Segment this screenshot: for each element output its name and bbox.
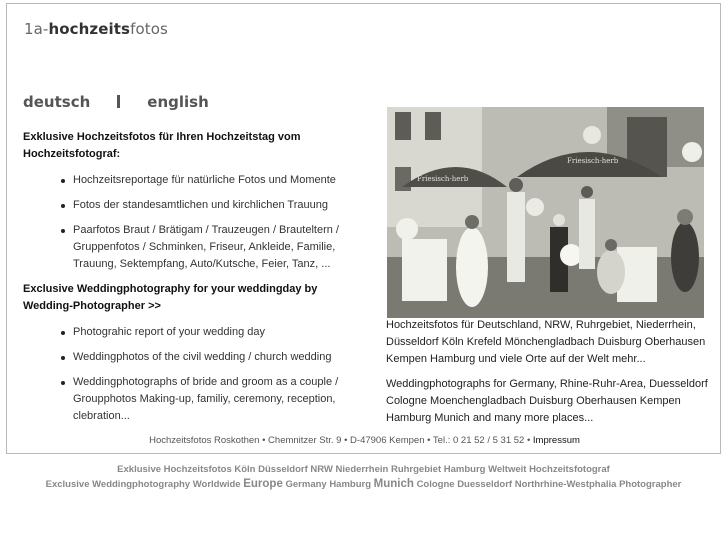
keywords-text: Exclusive Weddingphotography Worldwide xyxy=(45,479,241,490)
main-frame xyxy=(6,3,721,454)
seo-keywords xyxy=(0,462,727,492)
caption-german: Hochzeitsfotos für Deutschland, NRW, Ruhrgebiet, Niederrhein, Düsseldorf Köln Krefeld Mönchengladbach Duisburg Oberhausen Kempen Hamburg und viele Orte auf der Welt mehr... xyxy=(386,319,706,365)
logo-suffix: fotos xyxy=(130,20,168,38)
list-item: Hochzeitsreportage für natürliche Fotos und Momente xyxy=(61,172,353,189)
english-bullet-list xyxy=(61,324,353,425)
list-item: Fotos der standesamtlichen und kirchlichen Trauung xyxy=(61,197,353,214)
keywords-line-2 xyxy=(0,477,727,492)
caption-english: Weddingphotographs for Germany, Rhine-Ruhr-Area, Duesseldorf Cologne Moenchengladbach Duisburg Oberhausen Kempen Hamburg Munich and many more places... xyxy=(386,378,708,424)
list-item: Paarfotos Braut / Brätigam / Trauzeugen / Brauteltern / Gruppenfotos / Schminken, Friseur, Ankleide, Familie, Trauung, Sektempfang, Auto/Kutsche, Feier, Tanz, ... xyxy=(61,222,353,273)
lang-link-deutsch[interactable]: deutsch xyxy=(23,93,91,111)
english-intro-link[interactable]: Exclusive Weddingphotography for your weddingday by Wedding-Photographer >> xyxy=(23,283,318,312)
keyword-europe: Europe xyxy=(243,478,283,490)
footer-address: Hochzeitsfotos Roskothen • Chemnitzer Str. 9 • D-47906 Kempen • Tel.: 0 21 52 / 5 31 52 • xyxy=(149,435,531,446)
english-intro xyxy=(23,281,353,315)
logo-prefix: 1a- xyxy=(24,20,49,38)
wedding-photo xyxy=(387,107,704,318)
keywords-text: Cologne Duesseldorf Northrhine-Westphalia Photographer xyxy=(416,479,682,490)
impressum-link[interactable]: Impressum xyxy=(532,435,580,446)
content-column xyxy=(23,129,353,433)
sign-right: Friesisch-herb xyxy=(567,157,619,165)
list-item: Photograhic report of your wedding day xyxy=(61,324,353,341)
wedding-photo-illustration xyxy=(387,107,704,318)
keyword-munich: Munich xyxy=(373,478,414,490)
german-bullet-list xyxy=(61,172,353,273)
footer xyxy=(7,435,722,446)
list-item: Weddingphotos of the civil wedding / church wedding xyxy=(61,349,353,366)
german-intro: Exklusive Hochzeitsfotos für Ihren Hochzeitstag vom Hochzeitsfotograf: xyxy=(23,131,301,160)
site-logo[interactable] xyxy=(24,20,168,38)
sign-left: Friesisch-herb xyxy=(417,175,469,183)
logo-bold: hochzeits xyxy=(48,20,131,38)
language-switcher xyxy=(23,93,209,111)
list-item: Weddingphotographs of bride and groom as a couple / Groupphotos Making-up, familiy, ceremony, reception, clebration... xyxy=(61,374,353,425)
keywords-line-1: Exklusive Hochzeitsfotos Köln Düsseldorf NRW Niederrhein Ruhrgebiet Hamburg Weltweit Hochzeitsfotograf xyxy=(117,464,610,475)
lang-separator xyxy=(117,95,120,108)
keywords-text: Germany Hamburg xyxy=(285,479,372,490)
lang-link-english[interactable]: english xyxy=(147,93,209,111)
